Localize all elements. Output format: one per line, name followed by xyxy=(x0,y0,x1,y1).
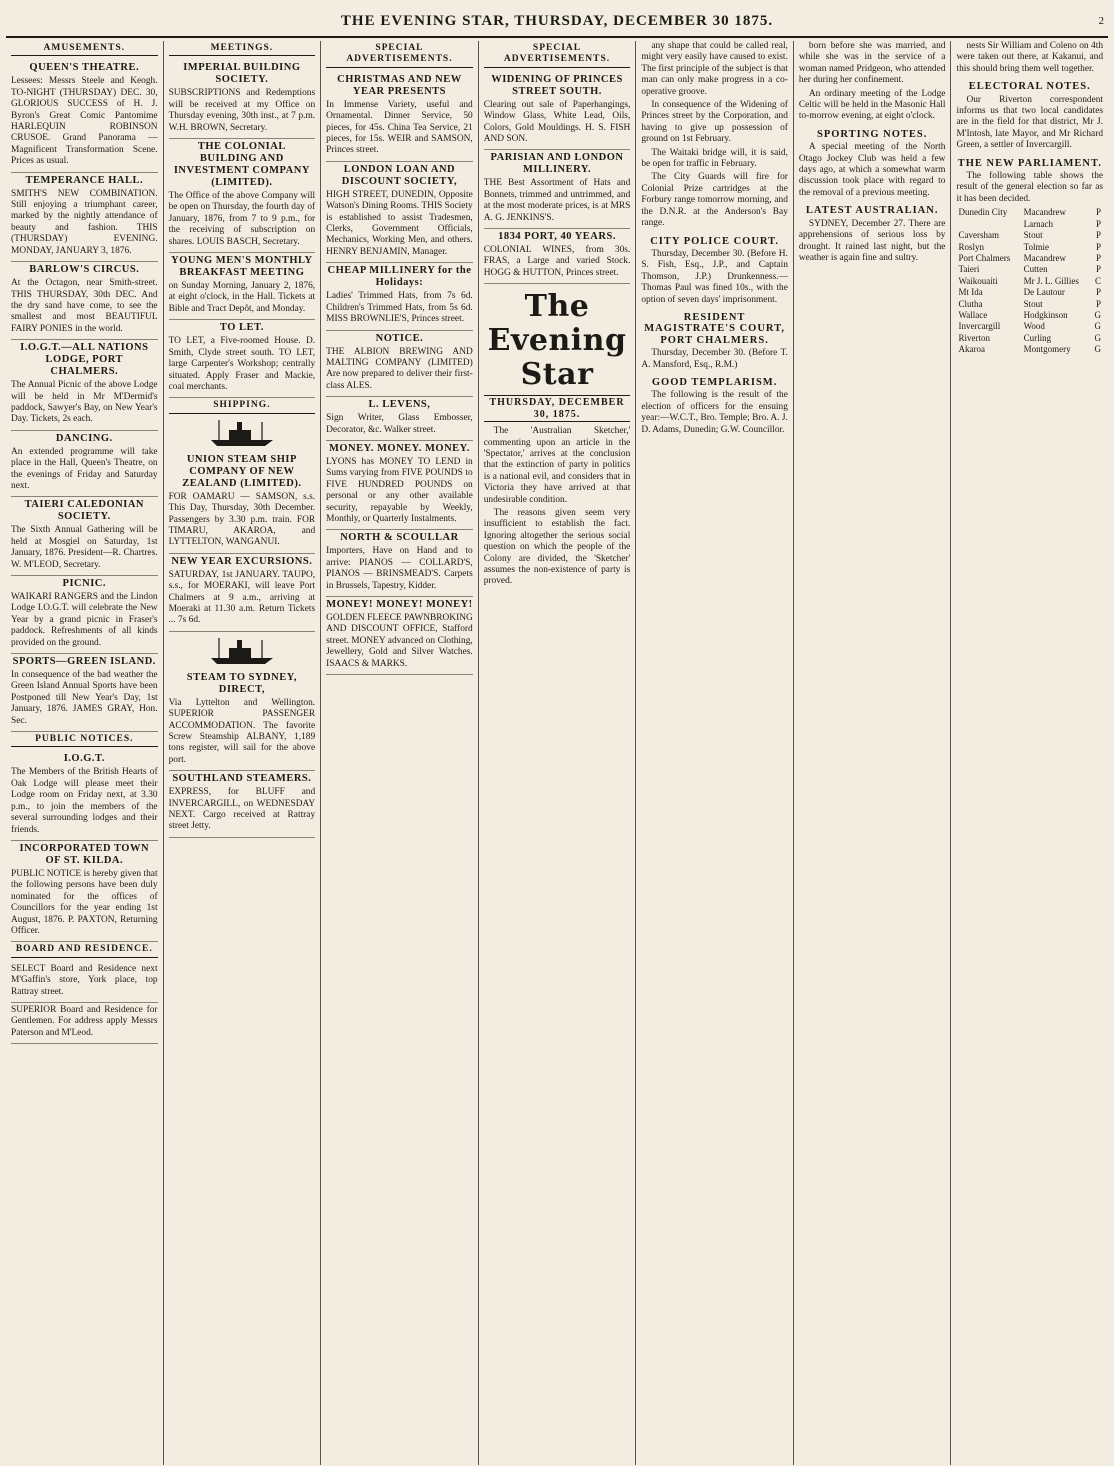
advert xyxy=(11,497,158,576)
advert-heading: LONDON LOAN AND DISCOUNT SOCIETY, xyxy=(341,163,458,187)
advert-body: THE ALBION BREWING AND MALTING COMPANY (LIMITED) Are now prepared to deliver their first-class ALES. xyxy=(326,346,473,391)
party-cell: P xyxy=(1096,298,1102,309)
member-cell: Macandrew xyxy=(1023,252,1067,263)
advert-heading: WIDENING OF PRINCES STREET SOUTH. xyxy=(491,73,623,97)
member-cell: Tolmie xyxy=(1023,241,1049,252)
advert-body: EXPRESS, for BLUFF and INVERCARGILL, on WEDNESDAY NEXT. Cargo received at Rattray street Jetty. xyxy=(168,787,316,832)
masthead-title: THE EVENING STAR, THURSDAY, DECEMBER 30 1875. xyxy=(340,12,774,29)
party-cell: P xyxy=(1096,207,1102,218)
advert xyxy=(169,139,316,253)
party-cell: G xyxy=(1094,332,1102,343)
advert xyxy=(11,751,158,840)
advert-heading: NOTICE. xyxy=(375,332,424,344)
advert-heading: IMPERIAL BUILDING SOCIETY. xyxy=(183,62,301,86)
party-cell: G xyxy=(1094,344,1102,355)
article-paragraph: Thursday, December 30. (Before T. A. Mansford, Esq., R.M.) xyxy=(641,348,788,370)
advert-body: TO LET, a Five-roomed House. D. Smith, Clyde street south. TO LET, large Carpenter's Workshop; centrally situated. Apply Fraser and Mackie, coal merchants. xyxy=(168,336,316,392)
article-paragraph: An ordinary meeting of the Lodge Celtic will be held in the Masonic Hall to-morrow evening, at eight o'clock. xyxy=(798,88,946,122)
advert-heading: UNION STEAM SHIP COMPANY OF NEW ZEALAND (LIMITED). xyxy=(182,453,302,489)
party-cell: G xyxy=(1094,321,1102,332)
advert xyxy=(484,150,631,229)
advert-body: FOR OAMARU — SAMSON, s.s. This Day, Thursday, 30th December. Passengers by 3.30 p.m. train. FOR TIMARU, AKAROA, and LYTTELTON, WANGANUI. xyxy=(168,491,316,548)
advert-body: SMITH'S NEW COMBINATION. Still enjoying a triumphant career, marked by the nightly attendance of beauty and fashion. THIS (THURSDAY) EVENING. MONDAY, JANUARY 3, 1876. xyxy=(11,188,158,256)
advert-body: WAIKARI RANGERS and the Lindon Lodge I.O.G.T. will celebrate the New Year by a grand picnic in Fraser's paddock. Refreshments of all kinds provided on the ground. xyxy=(11,592,158,648)
advert-body: The Members of the British Hearts of Oak Lodge will please meet their Lodge room on Friday next, at 3.30 p.m., to join the members of the several surrounding lodges and their friends. xyxy=(11,767,158,835)
advert-heading: STEAM TO SYDNEY, DIRECT, xyxy=(186,671,297,695)
advert-body: SATURDAY, 1st JANUARY. TAUPO, s.s., for MOERAKI, will leave Port Chalmers at 9 a.m., arriving at Moeraki at 11.30 a.m. Return Tickets ... 7s 6d. xyxy=(168,569,316,626)
district-cell: Roslyn xyxy=(958,241,984,252)
advert-body: Ladies' Trimmed Hats, from 7s 6d. Children's Trimmed Hats, from 5s 6d. MISS BROWNLIE'S, Princes street. xyxy=(326,291,473,325)
article-paragraph: any shape that could be called real, might very easily have caused to exist. The first principle of the subject is that man can only make progress in a co-operative groove. xyxy=(641,41,788,97)
steamship-icon xyxy=(207,636,277,666)
article-paragraph: The City Guards will fire for Colonial Prize cartridges at the Forbury range tomorrow morning, and the D.N.R. at the Anderson's Bay range. xyxy=(641,172,788,229)
election-row xyxy=(956,310,1103,321)
advert-body: HIGH STREET, DUNEDIN, Opposite Watson's Dining Rooms. THIS Society is established to assist Tradesmen, Clerks, Government Officials, Mechanics, Working Men, and others. HENRY BENJAMIN, Manager. xyxy=(326,189,473,257)
section-special-ads: SPECIAL ADVERTISEMENTS. xyxy=(326,43,473,68)
section-resident-magistrate: RESIDENT MAGISTRATE'S COURT, PORT CHALMERS. xyxy=(644,311,785,346)
page-number: 2 xyxy=(1098,15,1104,27)
leading-article xyxy=(484,426,631,588)
advert-body: COLONIAL WINES, from 30s. FRAS, a Large and varied Stock. HOGG & HUTTON, Princes street. xyxy=(483,245,631,278)
advert-heading: I.O.G.T.—ALL NATIONS LODGE, PORT CHALMERS. xyxy=(20,342,149,378)
advert-heading: L. LEVENS, xyxy=(368,399,431,411)
advert-body: LYONS has MONEY TO LEND in Sums varying from FIVE POUNDS to FIVE HUNDRED POUNDS on personal or any other available security, repayable by Weekly, Monthly, or Quarterly Instalments. xyxy=(326,456,473,524)
election-row xyxy=(956,287,1103,298)
advert-heading: SPORTS—GREEN ISLAND. xyxy=(12,656,156,668)
district-cell: Riverton xyxy=(958,332,990,343)
advert-body: In Immense Variety, useful and Ornamental. Dinner Service, 50 pieces, for 45s. China Tea Service, 21 pieces, for 15s. WEIR and SAMSON, Princes street. xyxy=(326,99,473,156)
advert-body: Clearing out sale of Paperhangings, Window Glass, White Lead, Oils, Colors, Gold Mouldings. H. S. FISH AND SON. xyxy=(483,99,631,145)
party-cell: P xyxy=(1096,218,1102,229)
advert-heading: PICNIC. xyxy=(62,578,107,589)
district-cell: Clutha xyxy=(958,298,983,309)
column-4 xyxy=(479,41,637,1465)
election-row xyxy=(956,207,1103,218)
advert-body: At the Octagon, near Smith-street. THIS THURSDAY, 30th DEC. And the dry sand have come, to see the smallest and most BEAUTIFUL FAIRY PONIES in the world. xyxy=(11,278,158,334)
advert-heading: NORTH & SCOULLAR xyxy=(340,532,459,544)
party-cell: P xyxy=(1096,264,1102,275)
section-new-parliament: THE NEW PARLIAMENT. xyxy=(957,157,1102,169)
column-2 xyxy=(164,41,322,1465)
member-cell: Hodgkinson xyxy=(1023,309,1068,320)
advert-heading: TO LET. xyxy=(219,322,264,334)
district-cell: Port Chalmers xyxy=(958,252,1011,263)
election-row xyxy=(956,276,1103,287)
member-cell: Cutten xyxy=(1023,264,1048,275)
advert xyxy=(11,262,158,340)
advert-heading: DANCING. xyxy=(55,432,113,444)
advert xyxy=(11,962,158,1003)
article-paragraph: The Waitaki bridge will, it is said, be open for traffic in February. xyxy=(641,147,788,170)
article-paragraph: nests Sir William and Coleno on 4th were taken out there, at Kakanui, and this should bring them well together. xyxy=(956,41,1104,74)
advert-heading: MONEY. MONEY. MONEY. xyxy=(328,442,470,454)
district-cell: Waikouaiti xyxy=(958,275,998,286)
advert-heading: CHRISTMAS AND NEW YEAR PRESENTS xyxy=(337,73,462,97)
section-amusements: AMUSEMENTS. xyxy=(11,43,158,56)
column-6 xyxy=(794,41,952,1465)
member-cell: Larnach xyxy=(1023,218,1054,229)
advert xyxy=(169,60,316,139)
column-3 xyxy=(321,41,479,1465)
advert-heading: I.O.G.T. xyxy=(63,753,105,765)
section-shipping: SHIPPING. xyxy=(169,400,316,413)
election-row xyxy=(956,321,1103,332)
election-row xyxy=(956,253,1103,264)
advert xyxy=(11,340,158,431)
section-board-residence: BOARD AND RESIDENCE. xyxy=(11,944,158,957)
advert-body: An extended programme will take place in the Hall, Queen's Theatre, on the evenings of Friday and Saturday next. xyxy=(11,446,158,491)
advert-body: SUBSCRIPTIONS and Redemptions will be received at my Office on Thursday evening, 30th inst., at 7 p.m. W.H. BROWN, Secretary. xyxy=(168,88,316,133)
advert-heading: YOUNG MEN'S MONTHLY BREAKFAST MEETING xyxy=(171,255,313,279)
advert-heading: QUEEN'S THEATRE. xyxy=(29,62,140,74)
advert-heading: 1834 PORT, 40 YEARS. xyxy=(498,231,616,243)
advert-body: Via Lyttelton and Wellington. SUPERIOR PASSENGER ACCOMMODATION. The favorite Screw Steamship ALBANY, 1,189 tons register, will sail for the above port. xyxy=(168,697,316,765)
advert xyxy=(326,162,473,263)
col1-ads xyxy=(11,60,158,732)
advert-body: SELECT Board and Residence next M'Gaffin's store, York place, top Rattray street. xyxy=(11,963,158,997)
advert-heading: TAIERI CALEDONIAN SOCIETY. xyxy=(24,499,145,523)
advert xyxy=(326,597,473,675)
section-public-notices: PUBLIC NOTICES. xyxy=(11,734,158,747)
columns xyxy=(6,41,1108,1465)
advert-heading: BARLOW'S CIRCUS. xyxy=(29,264,140,276)
section-special-ads: SPECIAL ADVERTISEMENTS. xyxy=(484,43,631,68)
election-row xyxy=(956,344,1103,355)
advert xyxy=(326,397,473,441)
flag-title: The Evening Star xyxy=(487,289,627,393)
member-cell: Mr J. L. Gillies xyxy=(1023,275,1079,286)
advert-body: THE Best Assortment of Hats and Bonnets, trimmed and untrimmed, and at the most moderate prices, is at MRS A. G. JENKINS'S. xyxy=(483,178,631,223)
district-cell xyxy=(956,219,1021,230)
advert xyxy=(484,72,631,151)
column-5 xyxy=(636,41,794,1465)
advert xyxy=(326,331,473,398)
advert-heading: THE COLONIAL BUILDING AND INVESTMENT COMPANY (LIMITED). xyxy=(173,141,310,189)
advert-heading: PARISIAN AND LONDON MILLINERY. xyxy=(490,152,624,176)
district-cell: Dunedin City xyxy=(958,207,1008,218)
party-cell: P xyxy=(1096,287,1102,298)
party-cell: P xyxy=(1096,252,1102,263)
article-paragraph: The following is the result of the election of officers for the ensuing year:—W.C.T., Bro. Temple; Bro. A. J. D. Adams, Dunedin; G.W. Councillor. xyxy=(641,390,788,435)
advert-heading: TEMPERANCE HALL. xyxy=(25,174,144,186)
district-cell: Taieri xyxy=(958,264,980,275)
election-row xyxy=(956,230,1103,241)
advert-body: on Sunday Morning, January 2, 1876, at eight o'clock, in the Hall. Tickets at Bible and Tract Depôt, and Monday. xyxy=(168,281,316,314)
article-paragraph: In consequence of the Widening of Princes street by the Corporation, and having to give up possession of ground on 1st February. xyxy=(641,100,788,145)
advert xyxy=(169,253,316,320)
advert xyxy=(11,1003,158,1044)
party-cell: C xyxy=(1095,275,1102,286)
section-good-templarism: GOOD TEMPLARISM. xyxy=(651,376,778,388)
column-7 xyxy=(951,41,1108,1465)
section-electoral-notes: ELECTORAL NOTES. xyxy=(968,81,1091,93)
district-cell: Caversham xyxy=(958,230,999,241)
party-cell: P xyxy=(1096,230,1102,241)
advert xyxy=(11,60,158,172)
article-paragraph: SYDNEY, December 27. There are apprehensions of serious loss by drought. It rained last night, but the weather is again fine and sultry. xyxy=(798,218,946,263)
advert-body: In consequence of the bad weather the Green Island Annual Sports have been Postponed till New Year's Day, 1st January, 1876. JAMES GRAY, Hon. Sec. xyxy=(11,670,158,726)
party-cell: G xyxy=(1094,309,1102,320)
advert xyxy=(169,320,316,398)
election-row xyxy=(956,333,1103,344)
member-cell: Stout xyxy=(1023,230,1043,241)
advert-heading: SOUTHLAND STEAMERS. xyxy=(172,773,312,785)
advert-body: The Office of the above Company will be open on Thursday, the fourth day of January, 1876, from 7 to 9 p.m., for the receiving of subscription on shares. LOUIS BASCH, Secretary. xyxy=(168,191,316,247)
article-paragraph: Our Riverton correspondent informs us that two local candidates are in the field for that district, Mr J. M'Intosh, late Mayor, and Mr Richard Green, a settler of Invercargill. xyxy=(956,94,1104,151)
election-row xyxy=(956,264,1103,275)
election-row xyxy=(956,219,1103,230)
member-cell: De Lautour xyxy=(1023,287,1065,298)
advert xyxy=(326,530,473,597)
article-paragraph: A special meeting of the North Otago Jockey Club was held a few days ago, at which a somewhat warm discussion took place with regard to the removal of a previous meeting. xyxy=(798,142,946,198)
section-city-police-court: CITY POLICE COURT. xyxy=(650,235,779,247)
advert xyxy=(169,452,316,554)
advert-body: Sign Writer, Glass Embosser, Decorator, &c. Walker street. xyxy=(326,413,473,435)
advert xyxy=(326,441,473,530)
article-paragraph: Thursday, December 30. (Before H. S. Fish, Esq., J.P., and Captain Thomson, J.P.) Drunkenness.—Thomas Paul was fined 10s., with the option of seven days' imprisonment. xyxy=(641,248,788,305)
member-cell: Wood xyxy=(1023,321,1045,332)
article-paragraph: The 'Australian Sketcher,' commenting upon an article in the 'Spectator,' arrives at the conclusion that the extinction of party in politics is a national evil, and considers that in Victoria they have arrived at that undesirable condition. xyxy=(483,426,631,505)
advert xyxy=(169,771,316,838)
member-cell: Stout xyxy=(1023,298,1043,309)
advert xyxy=(484,229,631,284)
district-cell: Mt Ida xyxy=(958,287,983,298)
section-meetings: MEETINGS. xyxy=(169,43,316,56)
advert xyxy=(11,654,158,732)
advert xyxy=(11,173,158,262)
member-cell: Montgomery xyxy=(1023,344,1071,355)
district-cell: Akaroa xyxy=(958,344,985,355)
advert xyxy=(326,263,473,330)
advert-body: Lessees: Messrs Steele and Keogh. TO-NIGHT (THURSDAY) DEC. 30, GLORIOUS SUCCESS of H. J. Byron's Great Comic Pantomime HARLEQUIN ROBINSON CRUSOE. Grand Panorama — Magnificent Transformation Scene. Prices as usual. xyxy=(11,76,158,167)
advert-body: The Annual Picnic of the above Lodge will be held in Mr M'Dermid's paddock, Sawyer's Bay, on New Year's Day. Tickets, 2s each. xyxy=(11,380,158,425)
masthead xyxy=(6,6,1108,38)
advert xyxy=(169,670,316,771)
advert-heading: NEW YEAR EXCURSIONS. xyxy=(171,555,313,567)
section-latest-australian: LATEST AUSTRALIAN. xyxy=(805,205,939,217)
member-cell: Macandrew xyxy=(1023,207,1067,218)
steamship-icon xyxy=(207,418,277,448)
advert-body: Importers, Have on Hand and to arrive: PIANOS — COLLARD'S, PIANOS — BRINSMEAD'S. Carpets in Brussels, Tapestry, Kidder. xyxy=(326,546,473,591)
advert xyxy=(11,431,158,498)
party-cell: P xyxy=(1096,241,1102,252)
advert-heading: CHEAP MILLINERY for the Holidays: xyxy=(327,265,472,289)
member-cell: Curling xyxy=(1023,332,1052,343)
advert-body: The Sixth Annual Gathering will be held at Mosgiel on Saturday, 1st January, 1876. President—R. Chartres. W. M'LEOD, Secretary. xyxy=(11,525,158,570)
column-1 xyxy=(6,41,164,1465)
advert xyxy=(11,841,158,942)
advert xyxy=(326,72,473,162)
election-row xyxy=(956,242,1103,253)
advert-body: PUBLIC NOTICE is hereby given that the following persons have been duly nominated for the offices of Councillors for the year ending 1st August, 1876. P. PAXTON, Returning Officer. xyxy=(11,868,158,936)
article-paragraph: The reasons given seem very insufficient to establish the fact. Ignoring altogether the serious social question on which the people of the Colony are divided, the 'Sketcher' assumes the non-existence of party is proved. xyxy=(483,507,631,587)
advert-body: GOLDEN FLEECE PAWNBROKING AND DISCOUNT OFFICE, Stafford street. MONEY advanced on Clothing, Jewellery, Gold and Silver Watches. ISAACS & MARKS. xyxy=(326,613,473,669)
election-table xyxy=(956,207,1103,355)
district-cell: Wallace xyxy=(958,309,988,320)
section-sporting-notes: SPORTING NOTES. xyxy=(817,128,928,140)
flag-date: THURSDAY, DECEMBER 30, 1875. xyxy=(484,395,631,422)
election-row xyxy=(956,299,1103,310)
newspaper-flag xyxy=(484,290,631,422)
advert-heading: INCORPORATED TOWN OF ST. KILDA. xyxy=(19,842,150,866)
advert xyxy=(169,554,316,632)
advert-body: SUPERIOR Board and Residence for Gentlemen. For address apply Messrs Paterson and M'Leod. xyxy=(11,1004,158,1038)
article-paragraph: The following table shows the result of the general election so far as it has been decided. xyxy=(956,171,1104,204)
district-cell: Invercargill xyxy=(958,321,1001,332)
advert-heading: MONEY! MONEY! MONEY! xyxy=(326,599,473,610)
advert xyxy=(11,576,158,654)
article-paragraph: born before she was married, and while she was in the service of a woman named Pridgeon, who attended her during her confinement. xyxy=(798,41,946,86)
